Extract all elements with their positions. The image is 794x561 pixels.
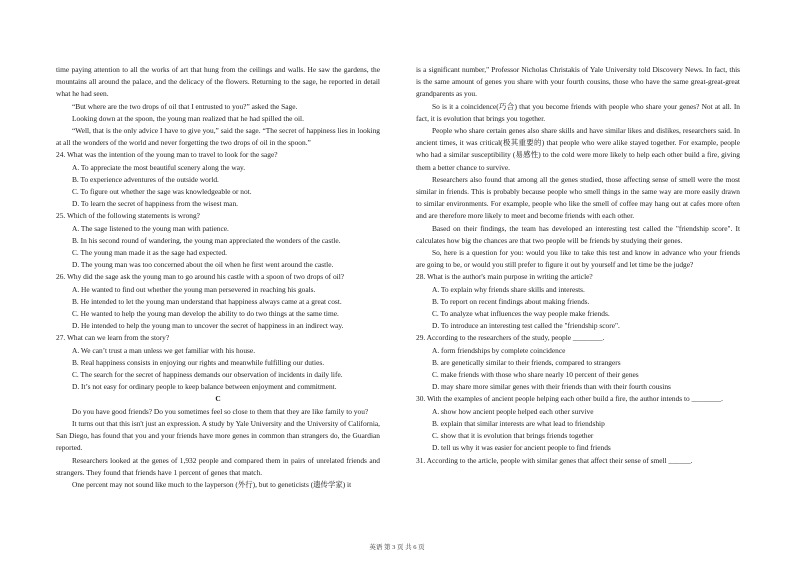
paragraph: It turns out that this isn't just an expression. A study by Yale University and the University of California, San Diego, has found that you and your friends have more genes in common than strangers do, the Guardian reported. <box>56 418 380 453</box>
option: B. In his second round of wandering, the young man appreciated the wonders of the castle. <box>72 235 341 245</box>
option: B. He intended to let the young man understand that happiness always came at a great cost. <box>72 296 342 306</box>
paragraph: So is it a coincidence(巧合) that you become friends with people who share your genes? Not at all. In fact, it is evolution that brings you together. <box>416 101 740 123</box>
paragraph: Researchers also found that among all the genes studied, those affecting sense of smell were the most similar in friends. This is probably because people who smell things in the same way are more easily drawn to similar environments. For example, people who like the smell of coffee may hang out at cafes more often and are therefore more likely to meet and become friends with each other. <box>416 174 740 221</box>
option: A. form friendships by complete coincidence <box>432 345 566 355</box>
option: D. To learn the secret of happiness from the wisest man. <box>72 199 238 209</box>
question: 27. What can we learn from the story? <box>56 333 170 343</box>
option: D. To introduce an interesting test called the "friendship score". <box>432 321 620 331</box>
option: D. He intended to help the young man to uncover the secret of happiness in an indirect way. <box>72 321 344 331</box>
paragraph: Based on their findings, the team has developed an interesting test called the "friendship score". It calculates how big the chances are that two people will be friends by studying their genes. <box>416 223 740 245</box>
option: B. Real happiness consists in enjoying our rights and meanwhile fulfilling our duties. <box>72 357 325 367</box>
paragraph: “Well, that is the only advice I have to give you,” said the sage. “The secret of happiness lies in looking at all the wonders of the world and never forgetting the two drops of oil in the spoon.” <box>56 126 380 148</box>
paragraph: One percent may not sound like much to the layperson (外行), but to geneticists (遗传学家) it <box>72 479 352 489</box>
paragraph: is a significant number," Professor Nicholas Christakis of Yale University told Discovery News. In fact, this is the same amount of genes you share with your fourth cousins, those who have the same great-great-great grandparents as you. <box>416 65 740 99</box>
paragraph: Looking down at the spoon, the young man realized that he had spilled the oil. <box>72 113 304 123</box>
option: B. To report on recent findings about making friends. <box>432 296 590 306</box>
option: D. It’s not easy for ordinary people to keep balance between enjoyment and commitment. <box>72 382 337 392</box>
section-heading: C <box>215 394 221 404</box>
option: A. show how ancient people helped each other survive <box>432 406 594 416</box>
paragraph: So, here is a question for you: would you like to take this test and know in advance who your friends are going to be, or would you still prefer to figure it out by yourself and let time be the judge? <box>416 248 740 270</box>
question: 25. Which of the following statements is wrong? <box>56 211 200 221</box>
option: A. To appreciate the most beautiful scenery along the way. <box>72 162 246 172</box>
paragraph: time paying attention to all the works of art that hung from the ceilings and walls. He saw the gardens, the mountains all around the palace, and the delicacy of the flowers. Returning to the sage, he reported in detail what he had seen. <box>56 65 380 99</box>
question: 29. According to the researchers of the study, people ________. <box>416 333 605 343</box>
option: B. are genetically similar to their friends, compared to strangers <box>432 357 621 367</box>
option: A. The sage listened to the young man with patience. <box>72 223 229 233</box>
question: 24. What was the intention of the young man to travel to look for the sage? <box>56 150 278 160</box>
paragraph: “But where are the two drops of oil that I entrusted to you?” asked the Sage. <box>72 101 298 111</box>
option: A. We can’t trust a man unless we get familiar with his house. <box>72 345 256 355</box>
option: C. The young man made it as the sage had expected. <box>72 248 228 258</box>
page-footer: 英语 第 3 页 共 6 页 <box>369 544 425 551</box>
paragraph: Do you have good friends? Do you sometimes feel so close to them that they are like family to you? <box>72 406 369 416</box>
option: B. explain that similar interests are what lead to friendship <box>432 418 605 428</box>
question: 31. According to the article, people with similar genes that affect their sense of smell ______. <box>416 455 693 465</box>
option: D. may share more similar genes with their friends than with their fourth cousins <box>432 382 671 392</box>
question: 30. With the examples of ancient people helping each other build a fire, the author intends to ________. <box>416 394 724 404</box>
option: A. To explain why friends share skills and interests. <box>432 284 585 294</box>
option: A. He wanted to find out whether the young man persevered in reaching his goals. <box>72 284 316 294</box>
option: C. To figure out whether the sage was knowledgeable or not. <box>72 187 252 197</box>
option: C. make friends with those who share nearly 10 percent of their genes <box>432 370 639 380</box>
question: 26. Why did the sage ask the young man to go around his castle with a spoon of two drops of oil? <box>56 272 345 282</box>
option: D. The young man was too concerned about the oil when he first went around the castle. <box>72 260 334 270</box>
paragraph: People who share certain genes also share skills and have similar likes and dislikes, researchers said. In ancient times, it was critical(极其重要的) that people who were alike stayed together. For example, people who had a similar susceptibility (易感性) to the cold were more likely to help each other build a fire, giving them a better chance to survive. <box>416 126 740 172</box>
left-column <box>56 64 380 491</box>
right-column <box>416 64 740 467</box>
option: D. tell us why it was easier for ancient people to find friends <box>432 443 611 453</box>
option: C. show that it is evolution that brings friends together <box>432 431 594 441</box>
paragraph: Researchers looked at the genes of 1,932 people and compared them in pairs of unrelated friends and strangers. They found that friends have 1 percent of genes that match. <box>56 455 380 477</box>
question: 28. What is the author's main purpose in writing the article? <box>416 272 593 282</box>
option: B. To experience adventures of the outside world. <box>72 174 219 184</box>
option: C. The search for the secret of happiness demands our observation of incidents in daily life. <box>72 370 343 380</box>
option: C. To analyze what influences the way people make friends. <box>432 309 610 319</box>
option: C. He wanted to help the young man develop the ability to do two things at the same time. <box>72 309 339 319</box>
